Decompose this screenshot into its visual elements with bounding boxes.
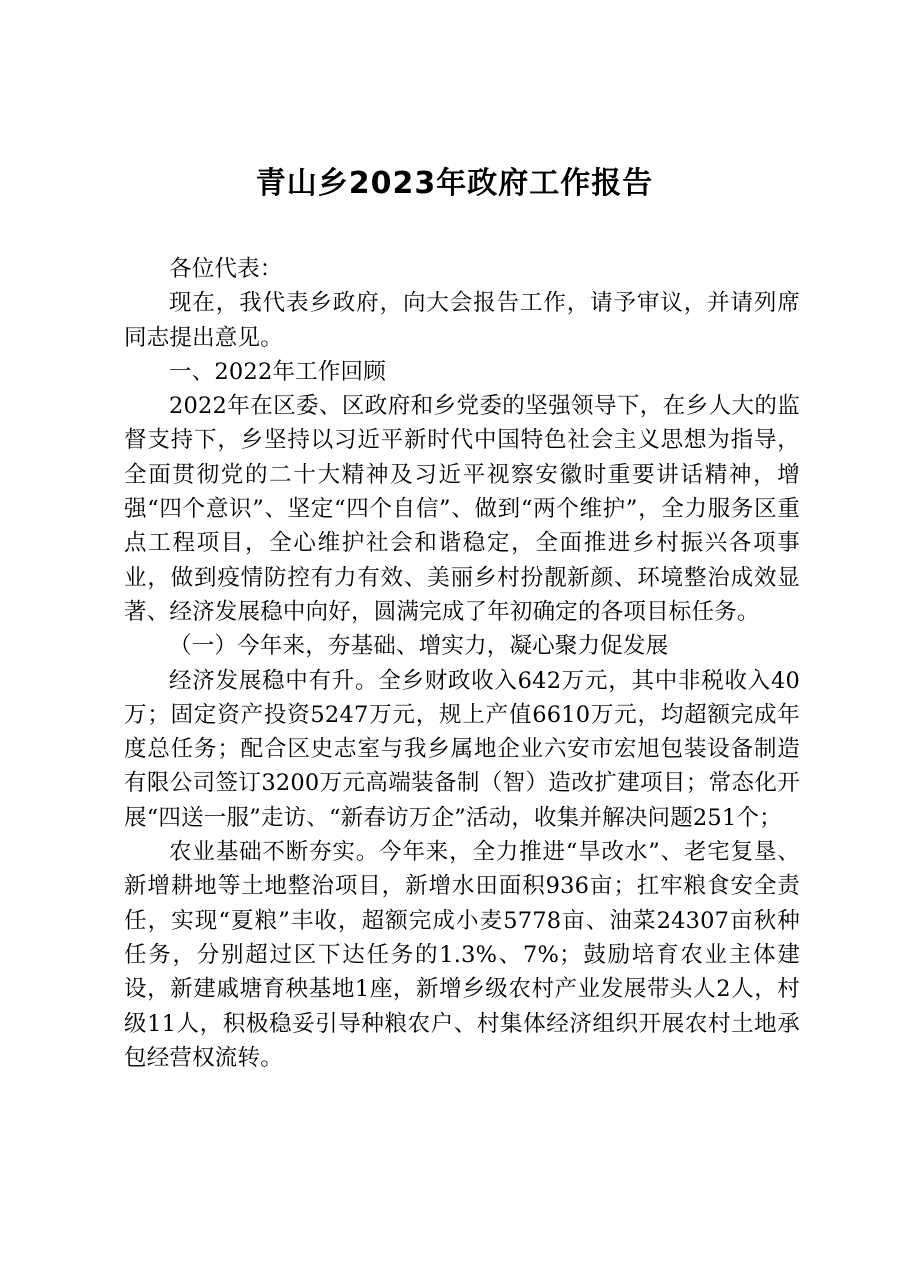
document-title: 青山乡2023年政府工作报告 — [255, 166, 654, 201]
subsection-heading: （一）今年来，夯基础、增实力，凝心聚力促发展 — [169, 633, 669, 660]
opening-paragraph: 现在，我代表乡政府，向大会报告工作，请予审议，并请列席同志提出意见。 — [124, 290, 800, 351]
body-paragraph: 经济发展稳中有升。全乡财政收入642万元，其中非税收入40万；固定资产投资5247万元，规上产值6610万元，均超额完成年度总任务；配合区史志室与我乡属地企业六安市宏旭包装设备制造有限公司签订3200万元高端装备制（智）造改扩建项目；常态化开展“四送一服”走访、“新春访万企”活动，收集并解决问题251个； — [124, 667, 800, 831]
body-paragraph: 农业基础不断夯实。今年来，全力推进“旱改水”、老宅复垦、新增耕地等土地整治项目，新增水田面积936亩；扛牢粮食安全责任，实现“夏粮”丰收，超额完成小麦5778亩、油菜24307亩秋种任务，分别超过区下达任务的1.3%、7%；鼓励培育农业主体建设，新建戚塘育秧基地1座，新增乡级农村产业发展带头人2人，村级11人，积极稳妥引导种粮农户、村集体经济组织开展农村土地承包经营权流转。 — [124, 839, 800, 1071]
salutation-paragraph: 各位代表： — [169, 256, 283, 282]
section-heading: 一、2022年工作回顾 — [169, 358, 386, 385]
document-body — [124, 252, 800, 1075]
body-paragraph: 2022年在区委、区政府和乡党委的坚强领导下，在乡人大的监督支持下，乡坚持以习近平新时代中国特色社会主义思想为指导，全面贯彻党的二十大精神及习近平视察安徽时重要讲话精神，增强“四个意识”、坚定“四个自信”、做到“两个维护”，全力服务区重点工程项目，全心维护社会和谐稳定，全面推进乡村振兴各项事业，做到疫情防控有力有效、美丽乡村扮靓新颜、环境整治成效显著、经济发展稳中向好，圆满完成了年初确定的各项目标任务。 — [124, 393, 800, 625]
